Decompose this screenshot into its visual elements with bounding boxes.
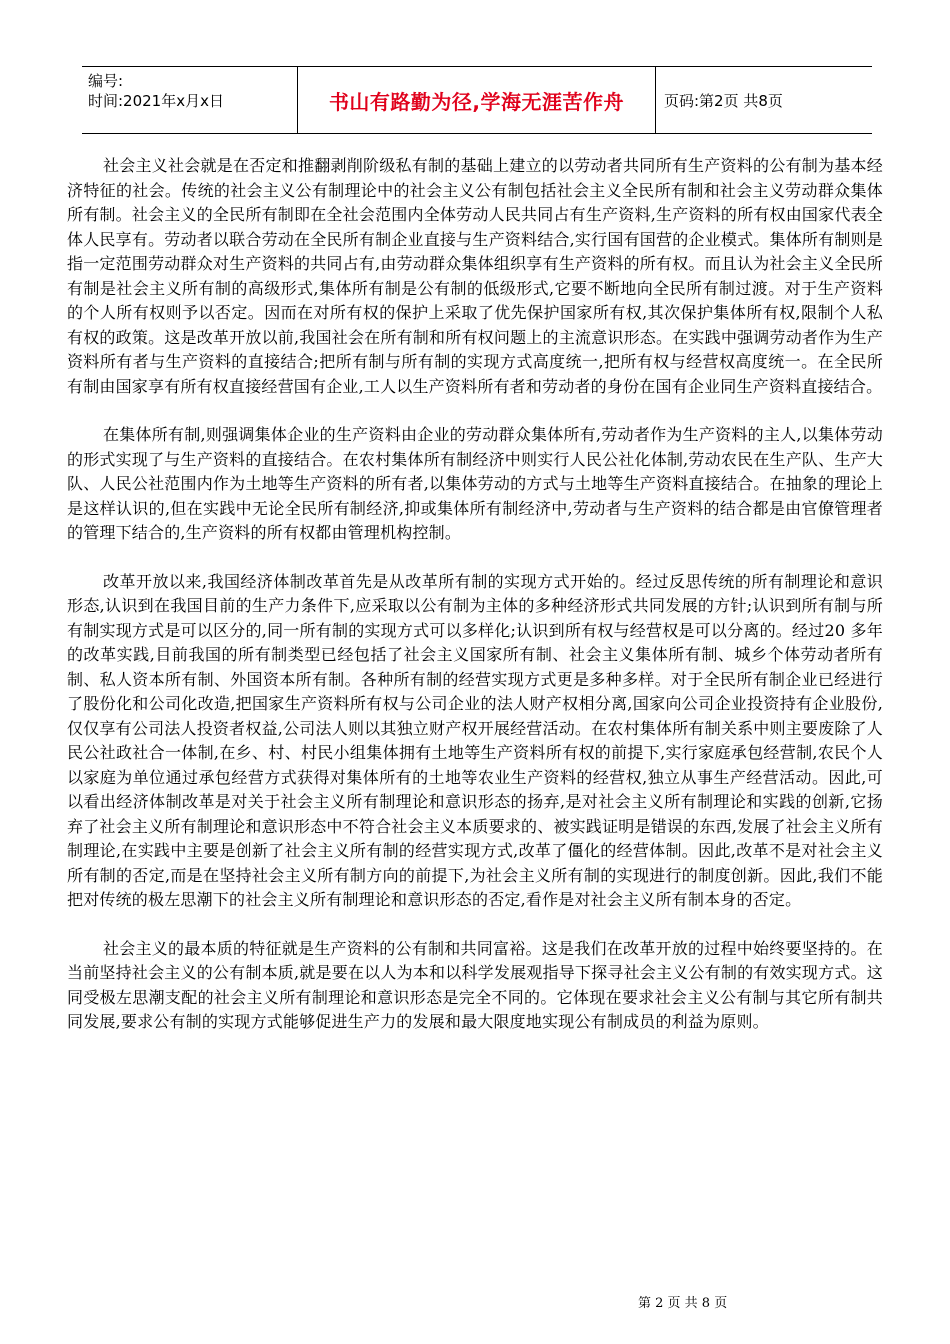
document-body [67,154,883,1035]
footer-page-number: 第 2 页 共 8 页 [638,1296,728,1311]
document-header [82,66,872,134]
document-time: 时间:2021年x月x日 [88,92,224,110]
document-number-label: 编号: [88,72,124,90]
header-meta [82,67,298,133]
header-page-info: 页码:第2页 共8页 [664,91,783,110]
paragraph-2: 在集体所有制,则强调集体企业的生产资料由企业的劳动群众集体所有,劳动者作为生产资料的主人,以集体劳动的形式实现了与生产资料的直接结合。在农村集体所有制经济中则实行人民公社化体制,劳动农民在生产队、生产大队、人民公社范围内作为土地等生产资料的所有者,以集体劳动的方式与土地等生产资料直接结合。在抽象的理论上是这样认识的,但在实践中无论全民所有制经济,抑或集体所有制经济中,劳动者与生产资料的结合都是由官僚管理者的管理下结合的,生产资料的所有权都由管理机构控制。 [67,425,883,542]
paragraph-4: 社会主义的最本质的特征就是生产资料的公有制和共同富裕。这是我们在改革开放的过程中始终要坚持的。在当前坚持社会主义的公有制本质,就是要在以人为本和以科学发展观指导下探寻社会主义公有制的有效实现方式。这同受极左思潮支配的社会主义所有制理论和意识形态是完全不同的。它体现在要求社会主义公有制与其它所有制共同发展,要求公有制的实现方式能够促进生产力的发展和最大限度地实现公有制成员的利益为原则。 [67,938,883,1031]
paragraph-3: 改革开放以来,我国经济体制改革首先是从改革所有制的实现方式开始的。经过反思传统的所有制理论和意识形态,认识到在我国目前的生产力条件下,应采取以公有制为主体的多种经济形式共同发展的方针;认识到所有制与所有制实现方式是可以区分的,同一所有制的实现方式可以多样化;认识到所有权与经营权是可以分离的。经过20 多年的改革实践,目前我国的所有制类型已经包括了社会主义国家所有制、社会主义集体所有制、城乡个体劳动者所有制、私人资本所有制、外国资本所有制。各种所有制的经营实现方式更是多种多样。对于全民所有制企业已经进行了股份化和公司化改造,把国家生产资料所有权与公司企业的法人财产权相分离,国家向公司企业投资持有企业股份,仅仅享有公司法人投资者权益,公司法人则以其独立财产权开展经营活动。在农村集体所有制关系中则主要废除了人民公社政社合一体制,在乡、村、村民小组集体拥有土地等生产资料所有权的前提下,实行家庭承包经营制,农民个人以家庭为单位通过承包经营方式获得对集体所有的土地等农业生产资料的经营权,独立从事生产经营活动。因此,可以看出经济体制改革是对关于社会主义所有制理论和意识形态的扬弃,是对社会主义所有制理论和实践的创新,它扬弃了社会主义所有制理论和意识形态中不符合社会主义本质要求的、被实践证明是错误的东西,发展了社会主义所有制理论,在实践中主要是创新了社会主义所有制的经营实现方式,改革了僵化的经营体制。因此,改革不是对社会主义所有制的否定,而是在坚持社会主义所有制方向的前提下,为社会主义所有制的实现进行的制度创新。因此,我们不能把对传统的极左思潮下的社会主义所有制理论和意识形态的否定,看作是对社会主义所有制本身的否定。 [67,571,883,909]
paragraph-1: 社会主义社会就是在否定和推翻剥削阶级私有制的基础上建立的以劳动者共同所有生产资料的公有制为基本经济特征的社会。传统的社会主义公有制理论中的社会主义公有制包括社会主义全民所有制和社会主义劳动群众集体所有制。社会主义的全民所有制即在全社会范围内全体劳动人民共同占有生产资料,生产资料的所有权由国家代表全体人民享有。劳动者以联合劳动在全民所有制企业直接与生产资料结合,实行国有国营的企业模式。集体所有制则是指一定范围劳动群众对生产资料的共同占有,由劳动群众集体组织享有生产资料的所有权。而且认为社会主义全民所有制是社会主义所有制的高级形式,集体所有制是公有制的低级形式,它要不断地向全民所有制过渡。对于生产资料的个人所有权则予以否定。因而在对所有权的保护上采取了优先保护国家所有权,其次保护集体所有权,限制个人私有权的政策。这是改革开放以前,我国社会在所有制和所有权问题上的主流意识形态。在实践中强调劳动者作为生产资料所有者与生产资料的直接结合;把所有制与所有制的实现方式高度统一,把所有权与经营权高度统一。在全民所有制由国家享有所有权直接经营国有企业,工人以生产资料所有者和劳动者的身份在国有企业同生产资料直接结合。 [67,156,883,396]
header-motto: 书山有路勤为径,学海无涯苦作舟 [298,67,656,133]
